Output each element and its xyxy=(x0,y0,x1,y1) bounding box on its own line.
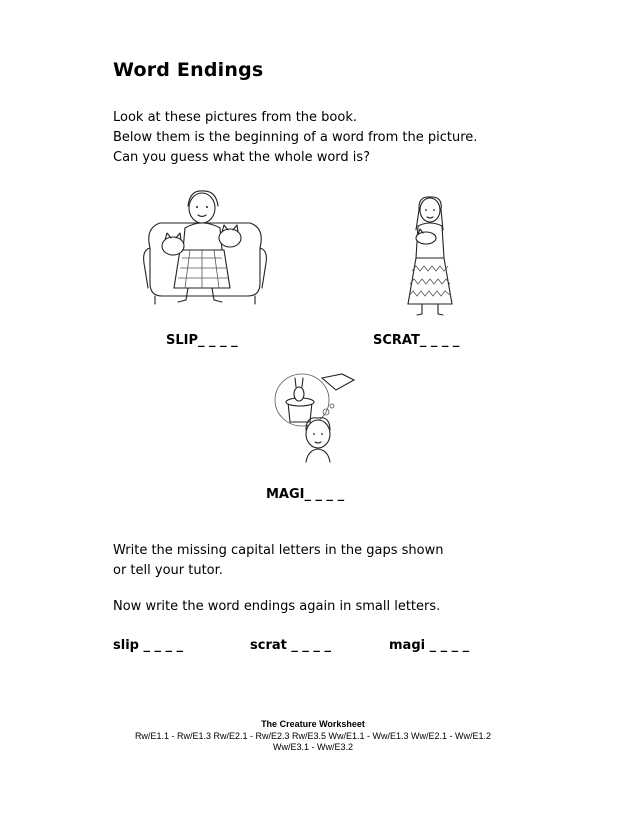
footer-title: The Creature Worksheet xyxy=(261,719,365,729)
footer-line-1: Rw/E1.1 - Rw/E1.3 Rw/E2.1 - Rw/E2.3 Rw/E3.5 Ww/E1.1 - Ww/E1.3 Ww/E2.1 - Ww/E1.2 xyxy=(134,731,492,741)
girl-holding-kitten-illustration xyxy=(400,196,462,316)
woman-in-armchair-with-cats-illustration xyxy=(140,188,270,313)
word-prompt-slip: SLIP_ _ _ _ xyxy=(166,333,238,348)
small-word-magi: magi _ _ _ _ xyxy=(389,638,470,653)
task-line-3: Now write the word endings again in small letters. xyxy=(113,599,441,614)
task-line-1: Write the missing capital letters in the gaps shown xyxy=(113,543,444,558)
instruction-line-3: Can you guess what the whole word is? xyxy=(113,150,371,165)
word-prompt-magi: MAGI_ _ _ _ xyxy=(266,487,345,502)
small-word-scrat: scrat _ _ _ _ xyxy=(250,638,331,653)
instruction-line-1: Look at these pictures from the book. xyxy=(113,110,357,125)
boy-thinking-of-magic-hat-illustration xyxy=(272,372,356,464)
page-title: Word Endings xyxy=(113,59,264,81)
footer-line-2: Ww/E3.1 - Ww/E3.2 xyxy=(272,742,353,752)
word-prompt-scrat: SCRAT_ _ _ _ xyxy=(373,333,460,348)
small-word-slip: slip _ _ _ _ xyxy=(113,638,184,653)
task-line-2: or tell your tutor. xyxy=(113,563,223,578)
instruction-line-2: Below them is the beginning of a word from the picture. xyxy=(113,130,478,145)
